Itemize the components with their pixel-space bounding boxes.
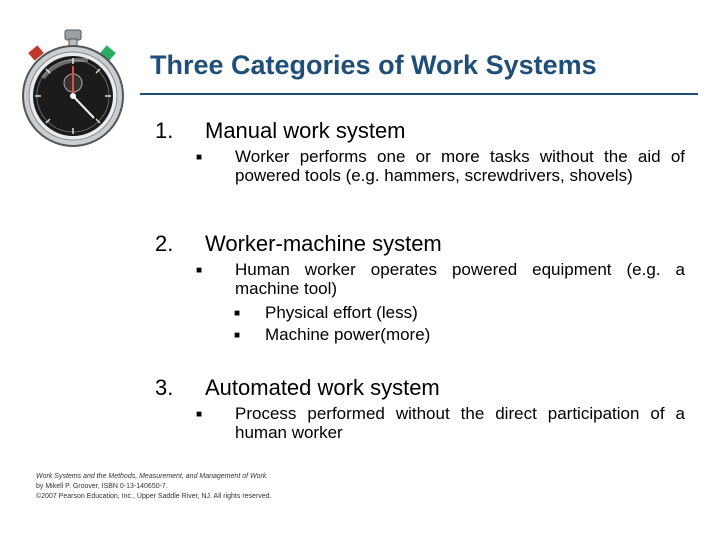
footer-line-3: ©2007 Pearson Education, Inc., Upper Saddle River, NJ. All rights reserved.	[36, 493, 272, 500]
item-2-bullet-text: Human worker operates powered equipment (e.g. a machine tool)	[235, 260, 685, 298]
square-bullet-icon: ■	[234, 330, 241, 341]
item-2-title: Worker-machine system	[205, 231, 442, 256]
item-2-number: 2.	[155, 231, 174, 256]
title-divider	[140, 93, 698, 95]
square-bullet-icon: ■	[196, 152, 203, 163]
copyright-footer	[36, 472, 336, 502]
item-1-title: Manual work system	[205, 118, 406, 143]
item-2-sub-2: Machine power(more)	[265, 325, 431, 344]
stopwatch-icon	[18, 28, 128, 150]
item-2-sub-1: Physical effort (less)	[265, 303, 418, 322]
footer-line-1: Work Systems and the Methods, Measurement, and Management of Work	[36, 473, 267, 480]
square-bullet-icon: ■	[196, 265, 203, 276]
square-bullet-icon: ■	[196, 409, 203, 420]
item-3-number: 3.	[155, 375, 174, 400]
item-3-bullet-text: Process performed without the direct participation of a human worker	[235, 404, 685, 442]
item-1-number: 1.	[155, 118, 174, 143]
page-title: Three Categories of Work Systems	[150, 50, 597, 80]
footer-line-2: by Mikell P. Groover, ISBN 0-13-140650-7.	[36, 483, 168, 490]
square-bullet-icon: ■	[234, 308, 241, 319]
item-1-bullet-text: Worker performs one or more tasks without the aid of powered tools (e.g. hammers, screwdrivers, shovels)	[235, 147, 685, 185]
item-3-title: Automated work system	[205, 375, 440, 400]
